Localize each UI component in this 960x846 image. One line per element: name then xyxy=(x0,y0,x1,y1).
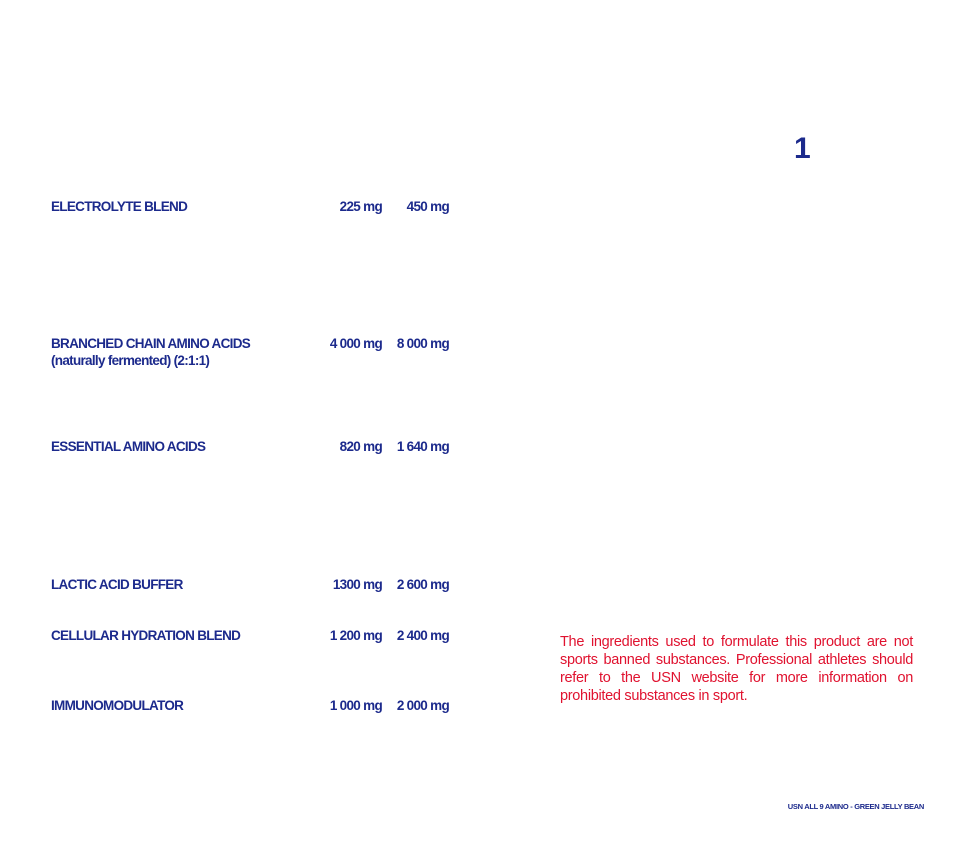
ingredient-name xyxy=(51,198,321,215)
ingredient-serving-2: 450 mg xyxy=(406,199,449,214)
ingredient-subtitle: (naturally fermented) (2:1:1) xyxy=(51,353,210,368)
page-number: 1 xyxy=(794,132,811,165)
ingredient-serving-1: 1 000 mg xyxy=(329,698,382,713)
ingredient-serving-1: 820 mg xyxy=(339,439,382,454)
ingredient-serving-1: 4 000 mg xyxy=(329,336,382,351)
ingredient-serving-2: 8 000 mg xyxy=(396,336,449,351)
banned-substances-notice: The ingredients used to formulate this product are not sports banned substances. Professional athletes should refer to the USN website for more information on prohibited substances in sport. xyxy=(560,633,913,704)
ingredient-name xyxy=(51,697,321,714)
ingredient-name-text: LACTIC ACID BUFFER xyxy=(51,577,183,592)
ingredient-serving-2: 2 600 mg xyxy=(396,577,449,592)
ingredient-name-text: ESSENTIAL AMINO ACIDS xyxy=(51,439,206,454)
ingredient-name xyxy=(51,627,321,644)
ingredient-name-text: BRANCHED CHAIN AMINO ACIDS xyxy=(51,336,251,351)
ingredient-serving-2: 1 640 mg xyxy=(396,439,449,454)
ingredient-name xyxy=(51,438,321,455)
ingredient-serving-1: 225 mg xyxy=(339,199,382,214)
ingredient-name xyxy=(51,576,321,593)
ingredient-serving-2: 2 400 mg xyxy=(396,628,449,643)
ingredient-name-text: ELECTROLYTE BLEND xyxy=(51,199,188,214)
ingredient-serving-1: 1 200 mg xyxy=(329,628,382,643)
ingredient-serving-2: 2 000 mg xyxy=(396,698,449,713)
ingredient-name-text: CELLULAR HYDRATION BLEND xyxy=(51,628,241,643)
ingredient-name-text: IMMUNOMODULATOR xyxy=(51,698,184,713)
ingredient-serving-1: 1300 mg xyxy=(332,577,382,592)
ingredient-name xyxy=(51,335,321,369)
product-footer-label: USN ALL 9 AMINO - GREEN JELLY BEAN xyxy=(787,802,924,811)
